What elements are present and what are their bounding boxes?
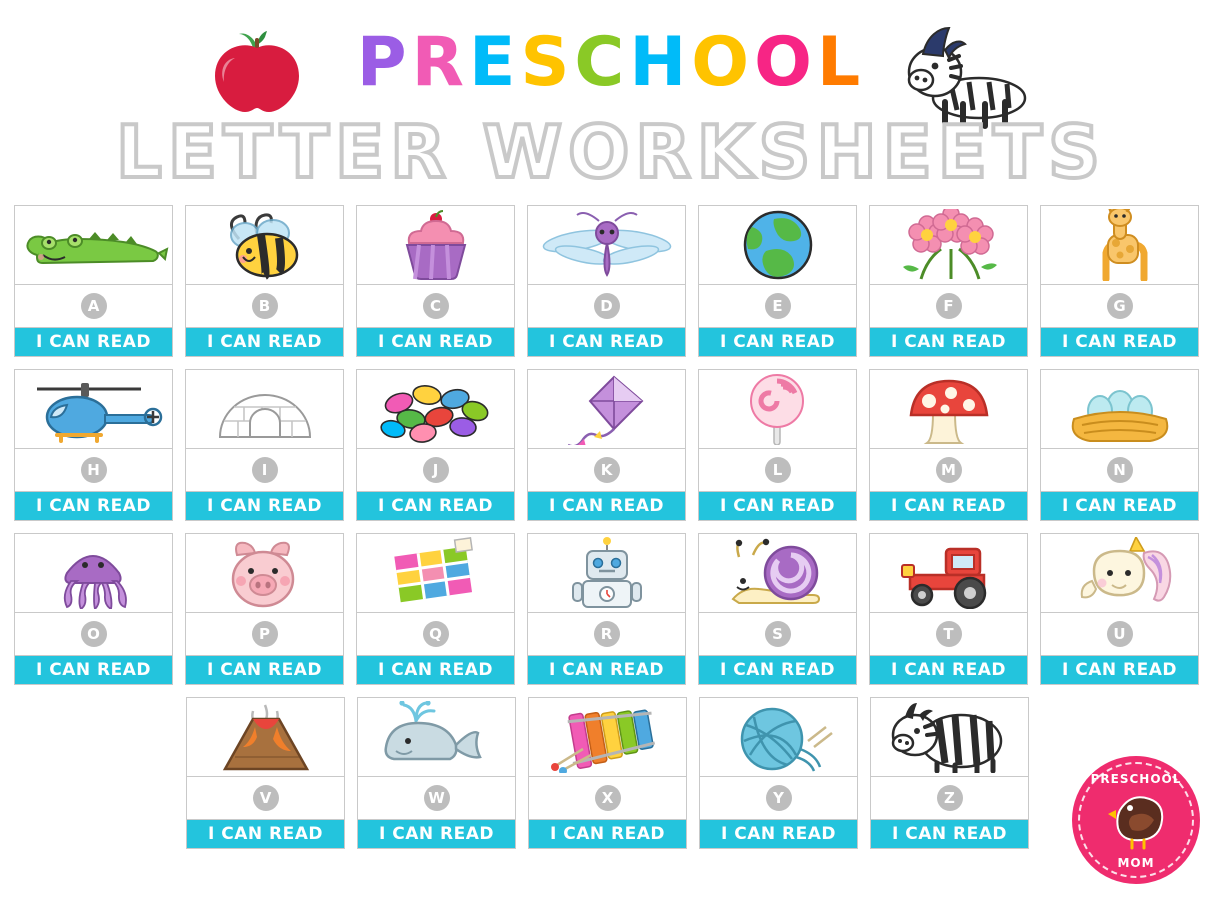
letter-badge: M <box>936 457 962 483</box>
card-row <box>186 697 1210 849</box>
volcano-icon <box>211 701 321 773</box>
card-art <box>870 206 1027 285</box>
i-can-read-band[interactable]: I CAN READ <box>1041 492 1198 520</box>
card-letter <box>1041 613 1198 656</box>
whale-icon <box>372 701 502 773</box>
card-art <box>699 370 856 449</box>
igloo-icon <box>210 373 320 445</box>
card-art <box>870 534 1027 613</box>
card-art <box>871 698 1028 777</box>
i-can-read-band[interactable]: I CAN READ <box>699 656 856 684</box>
letter-card-i[interactable] <box>185 369 344 521</box>
letter-card-y[interactable] <box>699 697 858 849</box>
card-letter <box>1041 285 1198 328</box>
letter-badge: R <box>594 621 620 647</box>
octopus-icon <box>39 537 149 609</box>
giraffe-icon <box>1080 209 1160 281</box>
i-can-read-band[interactable]: I CAN READ <box>187 820 344 848</box>
card-art <box>529 698 686 777</box>
letter-badge: Z <box>937 785 963 811</box>
letter-badge: N <box>1107 457 1133 483</box>
card-art <box>1041 534 1198 613</box>
bird-icon <box>1102 788 1170 850</box>
card-letter <box>870 449 1027 492</box>
i-can-read-band[interactable]: I CAN READ <box>871 820 1028 848</box>
i-can-read-band[interactable]: I CAN READ <box>186 492 343 520</box>
letter-badge: I <box>252 457 278 483</box>
i-can-read-band[interactable]: I CAN READ <box>700 820 857 848</box>
xylophone-icon <box>543 701 673 773</box>
card-art <box>528 206 685 285</box>
letter-card-h[interactable] <box>14 369 173 521</box>
letter-card-d[interactable] <box>527 205 686 357</box>
letter-badge: O <box>81 621 107 647</box>
i-can-read-band[interactable]: I CAN READ <box>529 820 686 848</box>
i-can-read-band[interactable]: I CAN READ <box>357 492 514 520</box>
card-row <box>14 369 1210 521</box>
letter-badge: K <box>594 457 620 483</box>
card-letter <box>528 449 685 492</box>
i-can-read-band[interactable]: I CAN READ <box>357 328 514 356</box>
dragonfly-icon <box>537 209 677 281</box>
nest-icon <box>1060 373 1180 445</box>
card-art <box>15 370 172 449</box>
letter-card-l[interactable] <box>698 369 857 521</box>
card-art <box>1041 206 1198 285</box>
snail-icon <box>713 537 843 609</box>
letter-card-b[interactable] <box>185 205 344 357</box>
card-art <box>528 370 685 449</box>
letter-badge: L <box>765 457 791 483</box>
i-can-read-band[interactable]: I CAN READ <box>1041 328 1198 356</box>
i-can-read-band[interactable]: I CAN READ <box>15 492 172 520</box>
letter-card-w[interactable] <box>357 697 516 849</box>
card-letter <box>700 777 857 820</box>
card-letter <box>357 449 514 492</box>
letter-card-v[interactable] <box>186 697 345 849</box>
robot-icon <box>557 537 657 609</box>
letter-badge: H <box>81 457 107 483</box>
letter-card-f[interactable] <box>869 205 1028 357</box>
page-title: PRESCHOOL <box>356 23 866 102</box>
card-art <box>700 698 857 777</box>
card-letter <box>15 285 172 328</box>
letter-badge: Y <box>766 785 792 811</box>
letter-card-c[interactable] <box>356 205 515 357</box>
mushroom-icon <box>899 373 999 445</box>
card-letter <box>357 613 514 656</box>
kite-icon <box>552 373 662 445</box>
card-art <box>15 206 172 285</box>
i-can-read-band[interactable]: I CAN READ <box>528 328 685 356</box>
letter-card-u[interactable] <box>1040 533 1199 685</box>
alligator-icon <box>19 209 169 281</box>
letter-card-z[interactable] <box>870 697 1029 849</box>
letter-badge: Q <box>423 621 449 647</box>
letter-badge: S <box>765 621 791 647</box>
card-art <box>186 206 343 285</box>
card-letter <box>870 285 1027 328</box>
card-art <box>357 206 514 285</box>
card-letter <box>699 613 856 656</box>
letter-badge: D <box>594 293 620 319</box>
card-letter <box>187 777 344 820</box>
i-can-read-band[interactable]: I CAN READ <box>15 328 172 356</box>
card-letter <box>871 777 1028 820</box>
logo-bottom-text: MOM <box>1117 856 1155 870</box>
card-letter <box>699 285 856 328</box>
earth-icon <box>738 209 818 281</box>
letter-badge: W <box>424 785 450 811</box>
card-letter <box>528 285 685 328</box>
letter-card-o[interactable] <box>14 533 173 685</box>
card-letter <box>186 613 343 656</box>
i-can-read-band[interactable]: I CAN READ <box>699 492 856 520</box>
card-letter <box>1041 449 1198 492</box>
letter-badge: V <box>253 785 279 811</box>
i-can-read-band[interactable]: I CAN READ <box>699 328 856 356</box>
letter-badge: F <box>936 293 962 319</box>
i-can-read-band[interactable]: I CAN READ <box>528 492 685 520</box>
card-art <box>1041 370 1198 449</box>
card-row <box>14 533 1210 685</box>
letter-card-q[interactable] <box>356 533 515 685</box>
card-letter <box>529 777 686 820</box>
card-row <box>14 205 1210 357</box>
letter-card-p[interactable] <box>185 533 344 685</box>
letter-card-n[interactable] <box>1040 369 1199 521</box>
i-can-read-band[interactable]: I CAN READ <box>15 656 172 684</box>
tractor-icon <box>884 537 1014 609</box>
page-header <box>0 0 1222 196</box>
letter-card-a[interactable] <box>14 205 173 357</box>
card-art <box>528 534 685 613</box>
letter-badge: A <box>81 293 107 319</box>
yarn-icon <box>724 701 834 773</box>
cupcake-icon <box>381 209 491 281</box>
letter-badge: T <box>936 621 962 647</box>
pig-icon <box>215 537 315 609</box>
letter-card-e[interactable] <box>698 205 857 357</box>
letter-card-grid <box>14 205 1210 861</box>
bee-icon <box>205 209 325 281</box>
card-art <box>15 534 172 613</box>
quilt-icon <box>371 537 501 609</box>
letter-card-k[interactable] <box>527 369 686 521</box>
card-art <box>187 698 344 777</box>
lollipop-icon <box>728 373 828 445</box>
letter-card-x[interactable] <box>528 697 687 849</box>
letter-card-j[interactable] <box>356 369 515 521</box>
i-can-read-band[interactable]: I CAN READ <box>186 656 343 684</box>
letter-card-t[interactable] <box>869 533 1028 685</box>
card-art <box>357 370 514 449</box>
letter-badge: U <box>1107 621 1133 647</box>
card-letter <box>699 449 856 492</box>
card-letter <box>186 285 343 328</box>
card-letter <box>870 613 1027 656</box>
flowers-icon <box>889 209 1009 281</box>
letter-card-s[interactable] <box>698 533 857 685</box>
letter-badge: B <box>252 293 278 319</box>
card-art <box>186 534 343 613</box>
letter-card-g[interactable] <box>1040 205 1199 357</box>
letter-badge: E <box>765 293 791 319</box>
i-can-read-band[interactable]: I CAN READ <box>357 656 514 684</box>
card-letter <box>15 613 172 656</box>
helicopter-icon <box>19 373 169 445</box>
letter-badge: X <box>595 785 621 811</box>
card-art <box>870 370 1027 449</box>
letter-badge: C <box>423 293 449 319</box>
card-art <box>357 534 514 613</box>
card-letter <box>357 285 514 328</box>
letter-badge: P <box>252 621 278 647</box>
i-can-read-band[interactable]: I CAN READ <box>870 328 1027 356</box>
zebra-icon <box>885 701 1015 773</box>
letter-badge: G <box>1107 293 1133 319</box>
logo-top-text: PRESCHOOL <box>1090 772 1182 786</box>
letter-card-m[interactable] <box>869 369 1028 521</box>
i-can-read-band[interactable]: I CAN READ <box>870 492 1027 520</box>
jellybeans-icon <box>371 373 501 445</box>
preschool-mom-logo[interactable] <box>1072 756 1200 884</box>
card-letter <box>15 449 172 492</box>
i-can-read-band[interactable]: I CAN READ <box>870 656 1027 684</box>
card-letter <box>186 449 343 492</box>
card-letter <box>358 777 515 820</box>
card-art <box>358 698 515 777</box>
card-letter <box>528 613 685 656</box>
i-can-read-band[interactable]: I CAN READ <box>358 820 515 848</box>
card-art <box>699 206 856 285</box>
letter-badge: J <box>423 457 449 483</box>
letter-card-r[interactable] <box>527 533 686 685</box>
i-can-read-band[interactable]: I CAN READ <box>186 328 343 356</box>
i-can-read-band[interactable]: I CAN READ <box>528 656 685 684</box>
card-art <box>699 534 856 613</box>
page-subtitle: LETTER WORKSHEETS <box>116 110 1106 194</box>
unicorn-icon <box>1060 537 1180 609</box>
i-can-read-band[interactable]: I CAN READ <box>1041 656 1198 684</box>
card-art <box>186 370 343 449</box>
